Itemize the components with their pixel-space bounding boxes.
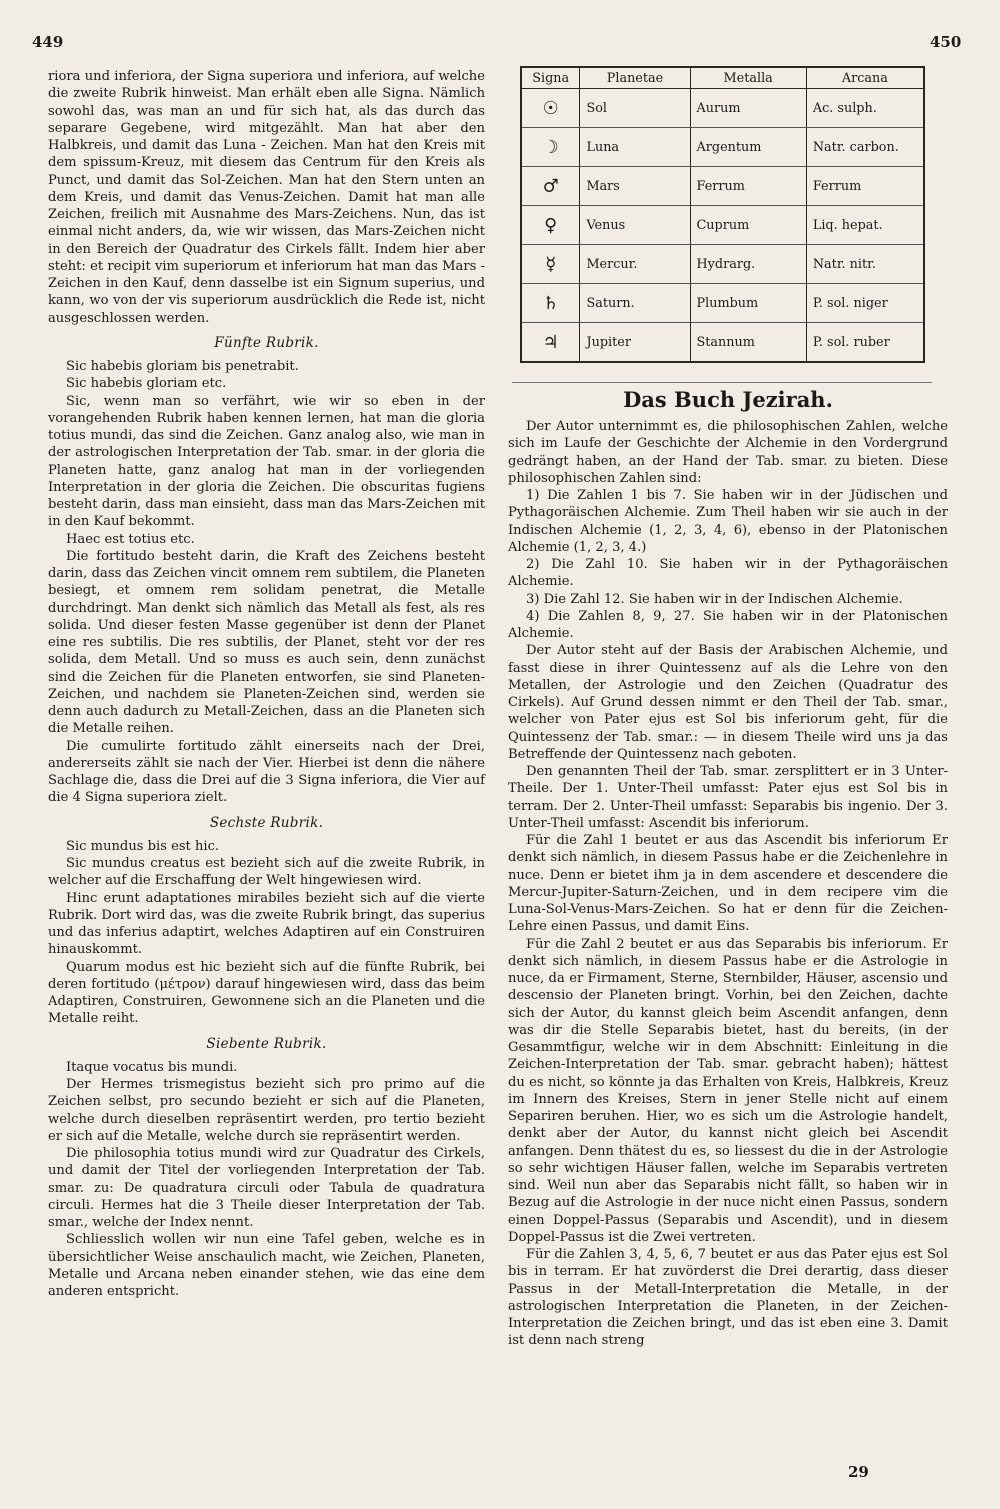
metal-cell: Plumbum (690, 284, 806, 323)
paragraph: riora und inferiora, der Signa superiora und inferiora, auf welche die zweite Rubrik hinweist. Man erhält eben alle Signa. Nämlich sowohl das, was man an und für sich hat, als das durch das separare Gegebene, wird mitgezählt. Man hat aber den Halbkreis, und damit das Luna - Zeichen. Man hat den Kreis mit dem spissum-Kreuz, mit diesem das Centrum für den Kreis als Punct, und damit das Sol-Zeichen. Man hat den Stern unten an dem Kreis, und damit das Venus-Zeichen. Damit hat man alle Zeichen, freilich mit Ausnahme des Mars-Zeichens. Nun, das ist einmal nicht anders, da, wie wir wissen, das Mars-Zeichen nicht in den Bereich der Quadratur des Cirkels fällt. Indem hier aber steht: et recipit vim superiorum et inferiorum hat man das Mars - Zeichen in den Kauf, denn dasselbe ist ein Signum superius, und kann, wo von der vis superiorum ausdrücklich die Rede ist, nicht ausgeschlossen werden. (48, 69, 485, 326)
paragraph: Der Autor unternimmt es, die philosophischen Zahlen, welche sich im Laufe der Geschichte der Alchemie in den Vordergrund gedrängt haben, an der Hand der Tab. smar. zu bieten. Diese philosophischen Zahlen sind: (508, 419, 948, 486)
page-number-left: 449 (32, 33, 64, 51)
paragraph: Den genannten Theil der Tab. smar. zersplittert er in 3 Unter-Theile. Der 1. Unter-Theil umfasst: Pater ejus est Sol bis in terram. Der 2. Unter-Theil umfasst: Separabis bis ingenio. Der 3. Unter-Theil umfasst: Ascendit bis inferiorum. (508, 764, 948, 831)
paragraph: Die fortitudo besteht darin, die Kraft des Zeichens besteht darin, dass das Zeichen vincit omnem rem subtilem, die Planeten besiegt, et omnem rem solidam penetrat, die Metalle durchdringt. Man denkt sich nämlich das Metall als fest, als res solida. Und dieser festen Masse gegenüber ist denn der Planet eine res subtilis. Die res subtilis, der Planet, steht vor der res solida, dem Metall. Und so muss es auch sein, denn zunächst sind die Zeichen für die Planeten entworfen, sie sind Planeten-Zeichen, und nachdem sie Planeten-Zeichen sind, werden sie denn auch dadurch zu Metall-Zeichen, dass an die Planeten sich die Metalle reihen. (48, 548, 485, 737)
metal-cell: Argentum (690, 128, 806, 167)
column-header-arcana: Arcana (806, 67, 924, 89)
paragraph: Itaque vocatus bis mundi. (66, 1059, 238, 1075)
mercury-symbol-icon: ☿ (521, 245, 580, 284)
arcanum-cell: P. sol. niger (806, 284, 924, 323)
paragraph: Hinc erunt adaptationes mirabiles bezieht sich auf die vierte Rubrik. Dort wird das, was die zweite Rubrik bringt, das superius und das inferius adaptirt, welches Adaptiren auf ein Construiren hinauskommt. (48, 890, 485, 958)
paragraph: Die philosophia totius mundi wird zur Quadratur des Cirkels, und damit der Titel der vorliegenden Interpretation der Tab. smar. zu: De quadratura circuli oder Tabula de quadratura circuli. Hermes hat die 3 Theile dieser Interpretation der Tab. smar., welche der Index nennt. (48, 1146, 485, 1230)
paragraph: Quarum modus est hic bezieht sich auf die fünfte Rubrik, bei deren fortitudo (μέτρον) darauf hingewiesen wird, dass das beim Adaptiren, Construiren, Gewonnene sich an die Planeten und die Metalle reiht. (48, 959, 485, 1027)
planet-cell: Luna (580, 128, 690, 167)
paragraph: Für die Zahl 1 beutet er aus das Ascendit bis inferiorum Er denkt sich nämlich, in diesem Passus habe er die Zeichenlehre in nuce. Denn er bietet ihm ja in dem ascendere et descendere die Mercur-Jupiter-Saturn-Zeichen, und in dem recipere vim die Luna-Sol-Venus-Mars-Zeichen. So hat er denn für die Zeichen-Lehre einen Passus, und damit Eins. (508, 833, 948, 935)
right-column (508, 387, 948, 1350)
luna-symbol-icon: ☽ (521, 128, 580, 167)
sol-symbol-icon: ☉ (521, 89, 580, 128)
table-row (521, 323, 924, 363)
planet-cell: Mars (580, 167, 690, 206)
table-row (521, 89, 924, 128)
column-header-signa: Signa (521, 67, 580, 89)
correspondence-table (520, 66, 925, 363)
paragraph: Für die Zahl 2 beutet er aus das Separabis bis inferiorum. Er denkt sich nämlich, in diesem Passus habe er die Astrologie in nuce, da er Firmament, Sterne, Sternbilder, Häuser, ascensio und descensio der Planeten bringt. Vorhin, bei den Zeichen, dachte sich der Autor, du kannst gleich beim Ascendit anfangen, denn was dir die Stelle Separabis bietet, hast du bereits, (in der Gesammtfigur, welche wir in dem Abschnitt: Einleitung in die Zeichen-Interpretation der Tab. smar. gebracht haben); hättest du es nicht, so könnte ja das Erhalten von Kreis, Halbkreis, Kreuz im Innern des Kreises, Stern in jener Stelle nicht auf einem Separiren beruhen. Hier, wo es sich um die Astrologie handelt, denkt aber der Autor, du kannst nicht gleich bei Ascendit anfangen. Denn thätest du es, so liessest du die in der Astrologie so sehr wichtigen Häuser fallen, welche im Separabis vertreten sind. Weil nun aber das Separabis nicht fällt, so haben wir in Bezug auf die Astrologie in der nuce nicht einen Passus, sondern einen Doppel-Passus (Separabis und Ascendit), und in diesem Doppel-Passus ist die Zwei vertreten. (508, 936, 948, 1245)
table-row (521, 206, 924, 245)
arcanum-cell: Natr. nitr. (806, 245, 924, 284)
paragraph: Sic mundus bis est hic. (66, 838, 220, 854)
mars-symbol-icon: ♂ (521, 167, 580, 206)
jupiter-symbol-icon: ♃ (521, 323, 580, 363)
table-header-row (521, 67, 924, 89)
paragraph: 1) Die Zahlen 1 bis 7. Sie haben wir in der Jüdischen und Pythagoräischen Alchemie. Zum Theil haben wir sie auch in der Indischen Alchemie (1, 2, 3, 4, 6), ebenso in der Platonischen Alchemie (1, 2, 3, 4.) (508, 488, 948, 555)
paragraph: Der Autor steht auf der Basis der Arabischen Alchemie, und fasst diese in ihrer Quintessenz auf als die Lehre von den Metallen, der Astrologie und den Zeichen (Quadratur des Cirkels). Auf Grund dessen nimmt er den Theil der Tab. smar., welcher von Pater ejus est Sol bis inferiorum geht, für die Quintessenz der Tab. smar.: — in diesem Theile wird uns ja das Betreffende der Quintessenz nach geboten. (508, 643, 948, 762)
paragraph: Der Hermes trismegistus bezieht sich pro primo auf die Zeichen selbst, pro secundo bezieht er sich auf die Planeten, welche durch dieselben repräsentirt werden, pro tertio bezieht er sich auf die Metalle, welche durch sie repräsentirt werden. (48, 1077, 485, 1144)
table-row (521, 167, 924, 206)
arcanum-cell: Natr. carbon. (806, 128, 924, 167)
divider (512, 382, 932, 383)
arcanum-cell: P. sol. ruber (806, 323, 924, 363)
section-heading-sechste-rubrik: Sechste Rubrik. (209, 814, 324, 831)
paragraph: Sic mundus creatus est bezieht sich auf die zweite Rubrik, in welcher auf die Erschaffung der Welt hingewiesen wird. (48, 856, 485, 889)
table (520, 66, 925, 363)
paragraph: Sic, wenn man so verfährt, wie wir so eben in der vorangehenden Rubrik haben kennen lernen, hat man die gloria totius mundi, das sind die Zeichen. Ganz analog also, wie man in der astrologischen Interpretation der Tab. smar. in der gloria die Planeten hatte, ganz analog hat man in der vorliegenden Interpretation in der gloria die Zeichen. Die obscuritas fugiens besteht darin, dass man einsieht, dass man das Mars-Zeichen mit in den Kauf bekommt. (48, 393, 485, 530)
arcanum-cell: Liq. hepat. (806, 206, 924, 245)
venus-symbol-icon: ♀ (521, 206, 580, 245)
planet-cell: Mercur. (580, 245, 690, 284)
paragraph: Schliesslich wollen wir nun eine Tafel geben, welche es in übersichtlicher Weise anschaulich macht, wie Zeichen, Planeten, Metalle und Arcana neben einander stehen, wie das eine dem anderen entspricht. (48, 1232, 485, 1299)
metal-cell: Cuprum (690, 206, 806, 245)
paragraph: Für die Zahlen 3, 4, 5, 6, 7 beutet er aus das Pater ejus est Sol bis in terram. Er hat zuvörderst die Drei derartig, dass dieser Passus in der Metall-Interpretation die Metalle, in der astrologischen Interpretation die Planeten, in der Zeichen-Interpretation die Zeichen bringt, und das ist eben eine 3. Damit ist denn nach streng (508, 1247, 948, 1349)
metal-cell: Stannum (690, 323, 806, 363)
paragraph: 2) Die Zahl 10. Sie haben wir in der Pythagoräischen Alchemie. (508, 557, 948, 590)
table-row (521, 128, 924, 167)
arcanum-cell: Ac. sulph. (806, 89, 924, 128)
arcanum-cell: Ferrum (806, 167, 924, 206)
column-header-metalla: Metalla (690, 67, 806, 89)
paragraph: Sic habebis gloriam bis penetrabit. (66, 359, 299, 374)
section-heading-fuenfte-rubrik: Fünfte Rubrik. (214, 334, 319, 351)
planet-cell: Jupiter (580, 323, 690, 363)
section-heading-siebente-rubrik: Siebente Rubrik. (206, 1035, 327, 1052)
table-row (521, 284, 924, 323)
paragraph: 3) Die Zahl 12. Sie haben wir in der Indischen Alchemie. (526, 591, 903, 607)
paragraph: Sic habebis gloriam etc. (66, 376, 227, 392)
column-header-planetae: Planetae (580, 67, 690, 89)
paragraph: Haec est totius etc. (66, 531, 195, 547)
metal-cell: Aurum (690, 89, 806, 128)
left-column (48, 68, 485, 1300)
metal-cell: Hydrarg. (690, 245, 806, 284)
planet-cell: Saturn. (580, 284, 690, 323)
metal-cell: Ferrum (690, 167, 806, 206)
page-number-bottom: 29 (848, 1463, 869, 1481)
paragraph: 4) Die Zahlen 8, 9, 27. Sie haben wir in der Platonischen Alchemie. (508, 608, 948, 641)
table-row (521, 245, 924, 284)
planet-cell: Sol (580, 89, 690, 128)
page-number-right: 450 (930, 33, 962, 51)
chapter-title: Das Buch Jezirah. (623, 387, 833, 412)
paragraph: Die cumulirte fortitudo zählt einerseits nach der Drei, andererseits zählt sie nach der Vier. Hierbei ist denn die nähere Sachlage die, dass die Drei auf die 3 Signa inferiora, die Vier auf die 4 Signa superiora zielt. (48, 738, 485, 806)
saturn-symbol-icon: ♄ (521, 284, 580, 323)
planet-cell: Venus (580, 206, 690, 245)
